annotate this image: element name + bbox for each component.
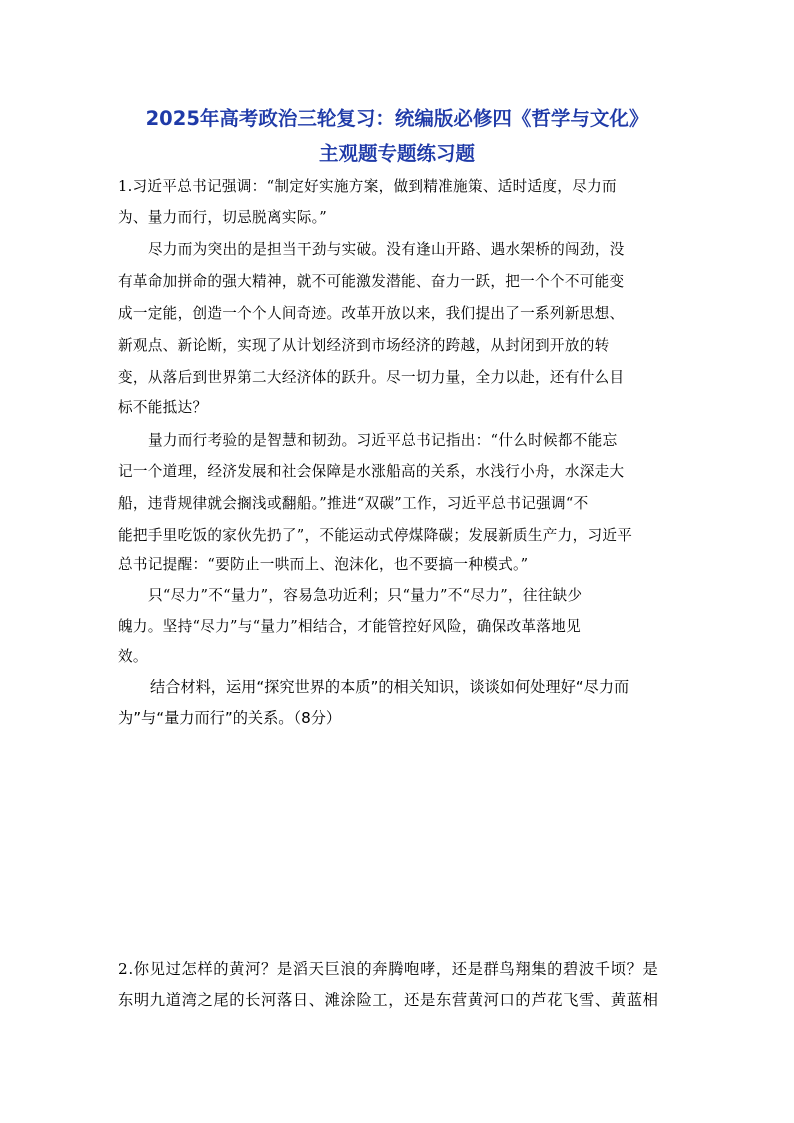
q1-line: 为、量力而行，切忌脱离实际。” <box>118 209 327 226</box>
q1-line: 量力而行考验的是智慧和韧劲。习近平总书记指出：“什么时候都不能忘 <box>148 432 618 449</box>
q1-line: 能把手里吃饭的家伙先扔了”，不能运动式停煤降碳；发展新质生产力，习近平 <box>118 527 633 544</box>
q1-line: 新观点、新论断，实现了从计划经济到市场经济的跨越，从封闭到开放的转 <box>118 337 610 354</box>
q1-line: 总书记提醒：“要防止一哄而上、泡沫化，也不要搞一种模式。” <box>118 556 529 573</box>
q1-line: 记一个道理，经济发展和社会保障是水涨船高的关系，水浅行小舟，水深走大 <box>118 463 625 480</box>
q1-line: 船，违背规律就会搁浅或翻船。”推进“双碳”工作，习近平总书记强调“不 <box>118 495 589 512</box>
answer-space <box>118 735 678 945</box>
q1-line: 变，从落后到世界第二大经济体的跃升。尽一切力量，全力以赴，还有什么目 <box>118 369 625 386</box>
q1-line: 魄力。坚持“尽力”与“量力”相结合，才能管控好风险，确保改革落地见 <box>118 618 581 635</box>
q1-line: 尽力而为突出的是担当干劲与实破。没有逢山开路、遇水架桥的闯劲，没 <box>148 241 625 258</box>
q1-question: 为”与“量力而行”的关系。（8分） <box>118 709 342 727</box>
q2-line: 2.你见过怎样的黄河？是滔天巨浪的奔腾咆哮，还是群鸟翔集的碧波千顷？是 <box>118 960 659 978</box>
q1-line: 只“尽力”不“量力”，容易急功近利；只“量力”不“尽力”，往往缺少 <box>148 587 583 604</box>
q1-line: 1.习近平总书记强调：“制定好实施方案，做到精准施策、适时适度，尽力而 <box>118 178 617 195</box>
q1-line: 效。 <box>118 648 148 665</box>
document-title: 2025年高考政治三轮复习：统编版必修四《哲学与文化》 <box>145 107 649 130</box>
q1-line: 有革命加拼命的强大精神，就不可能激发潜能、奋力一跃，把一个个不可能变 <box>118 273 625 290</box>
q1-line: 成一定能，创造一个个人间奇迹。改革开放以来，我们提出了一系列新思想、 <box>118 305 625 322</box>
q2-line: 东明九道湾之尾的长河落日、滩涂险工，还是东营黄河口的芦花飞雪、黄蓝相 <box>118 991 659 1009</box>
q1-question: 结合材料，运用“探究世界的本质”的相关知识，谈谈如何处理好“尽力而 <box>150 678 630 696</box>
document-subtitle: 主观题专题练习题 <box>318 142 475 165</box>
q1-line: 标不能抵达？ <box>118 399 208 416</box>
